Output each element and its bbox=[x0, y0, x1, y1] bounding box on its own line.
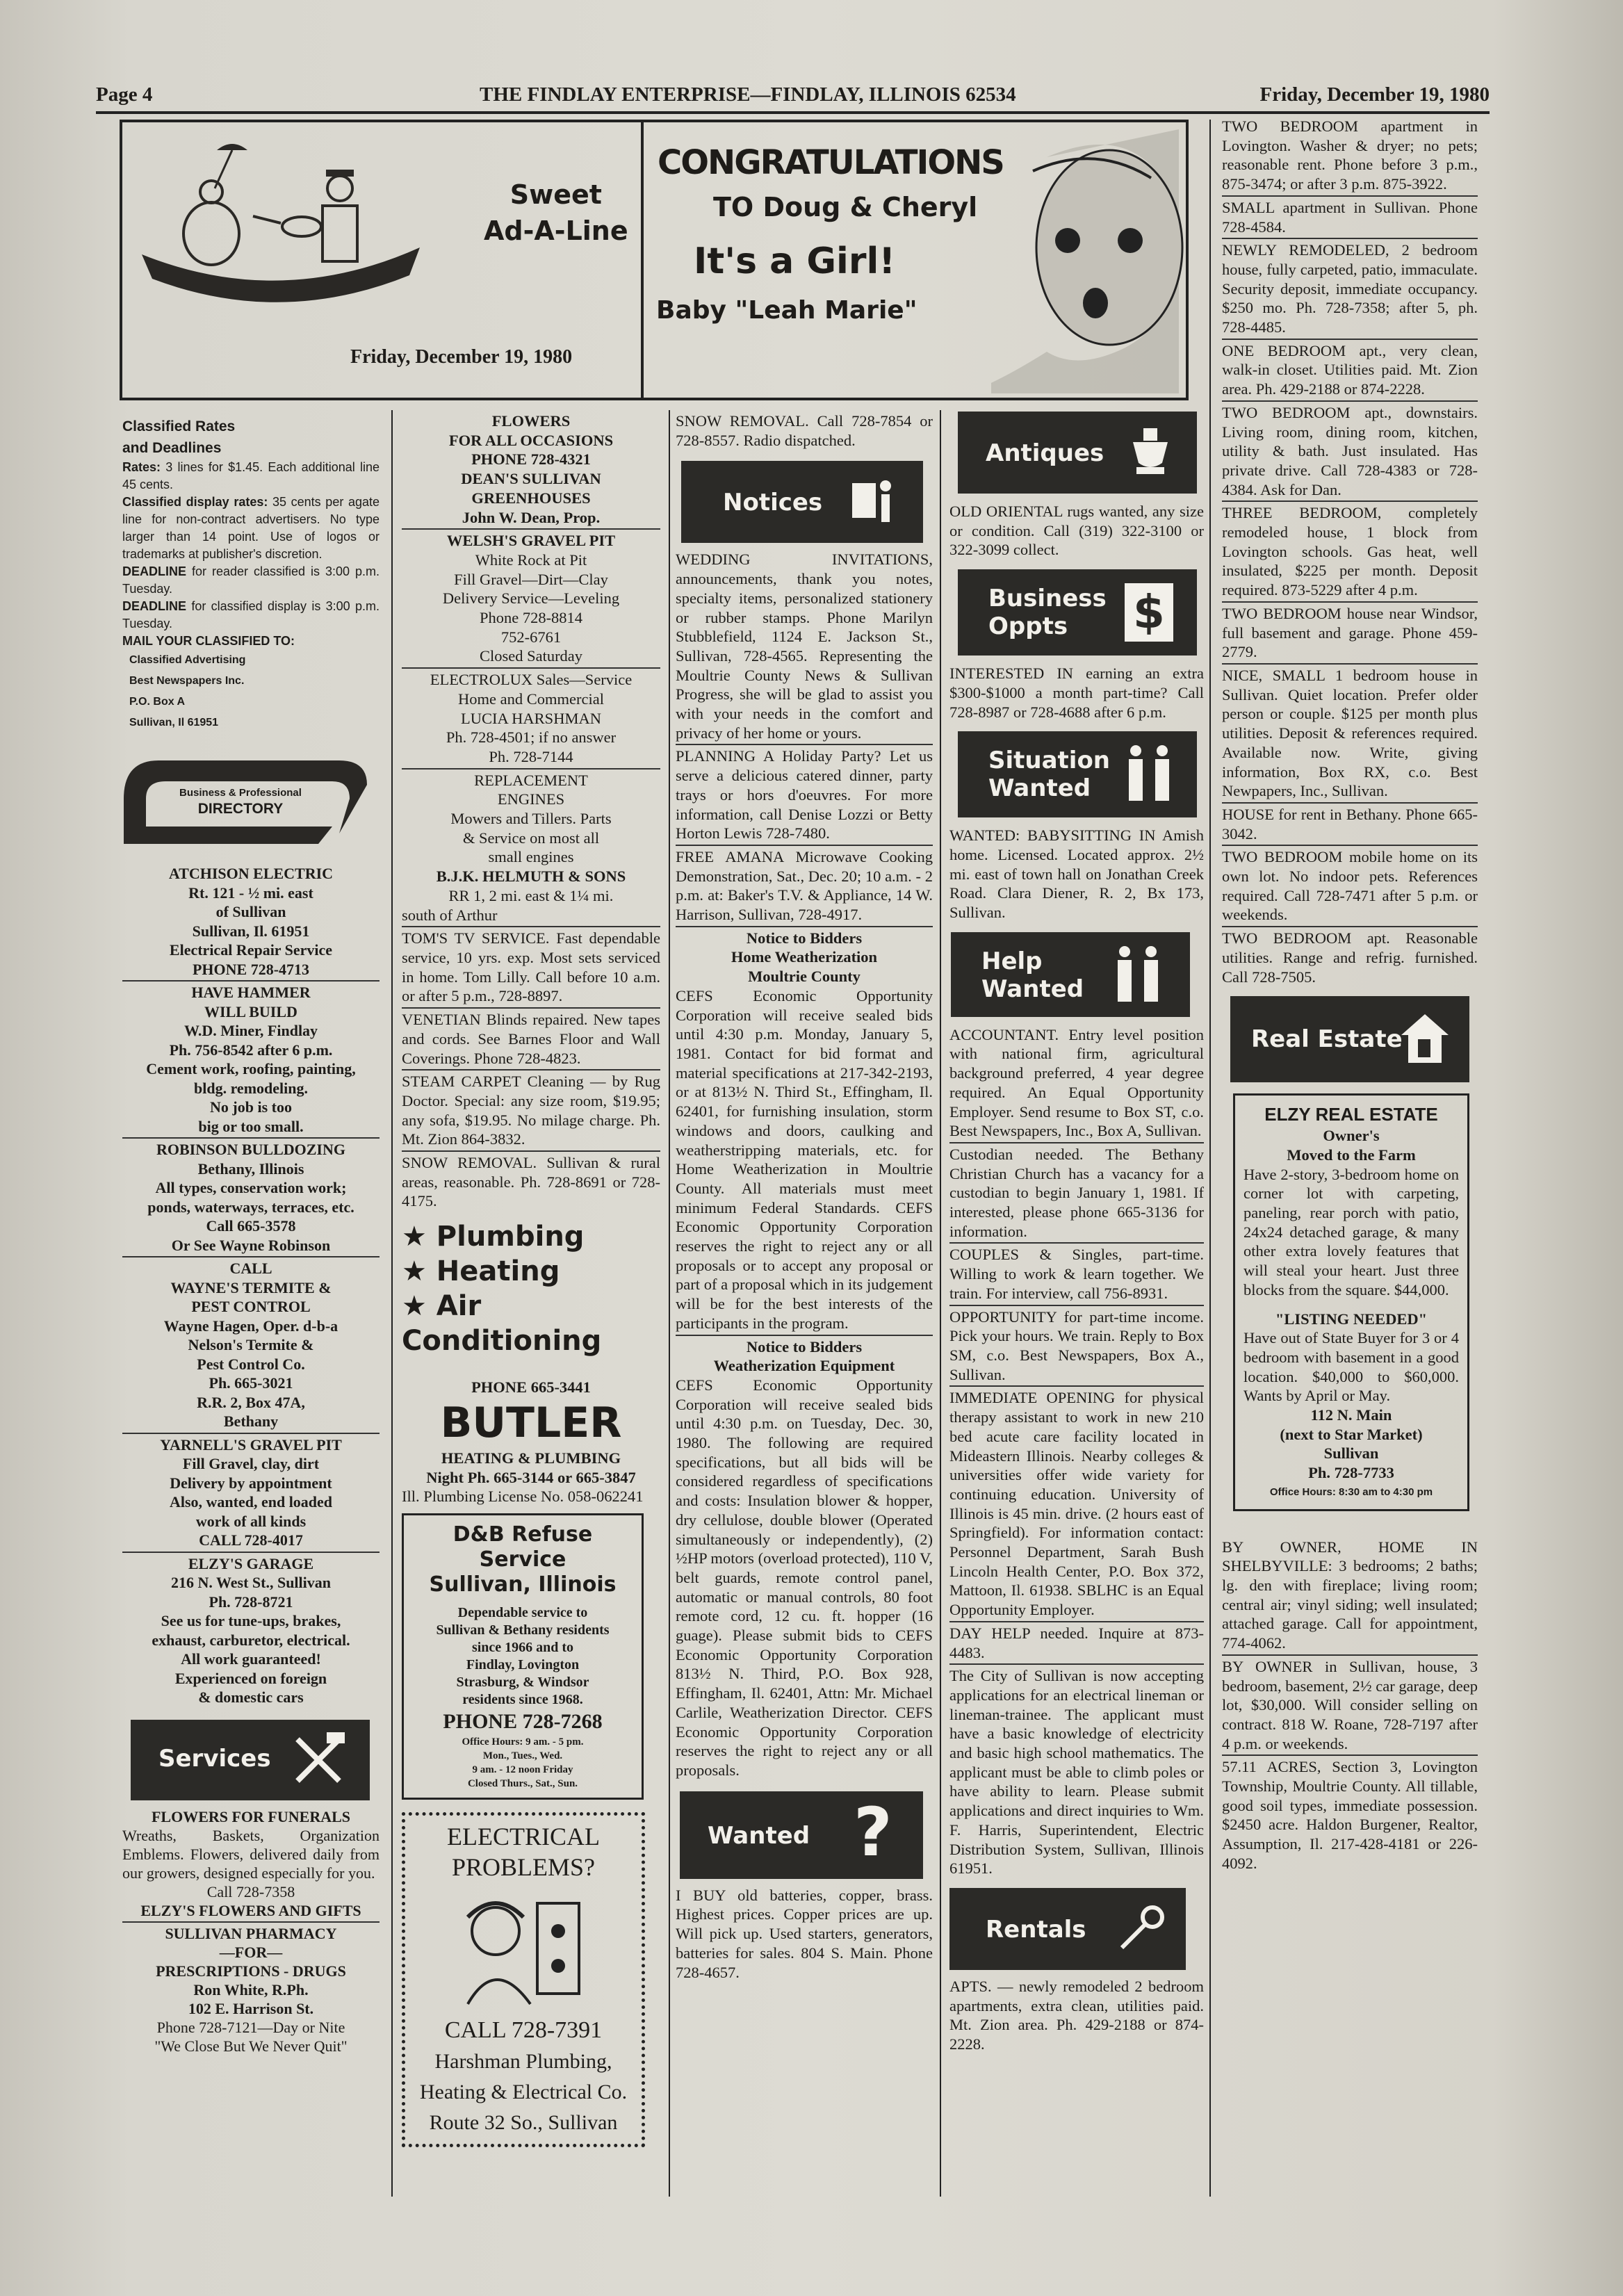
ad-wedding-invitations: WEDDING INVITATIONS, announcements, thank you notes, specialty items, personalized stationery or rubber stamps. Phone Marilyn Stubblefield, 1124 E. Jackson St., Sullivan, 728-4565. Representing the Moultrie County News & Sullivan Progress, she will be glad to assist you with your needs in the comfort and privacy of her home or yours. bbox=[676, 551, 933, 742]
listing-line: 216 N. West St., Sullivan bbox=[170, 1574, 332, 1591]
ad-couples-singles: COUPLES & Singles, part-time. Willing to work & learn together. We train. For interview, call 756-8931. bbox=[949, 1246, 1204, 1302]
bid-notice-1-title: Notice to Bidders Home Weatherization Moultrie County bbox=[731, 929, 878, 986]
ad-venetian-blinds: VENETIAN Blinds repaired. New tapes and cords. See Barnes Floor and Wall Coverings. Phone 728-4823. bbox=[402, 1011, 660, 1067]
column-3 bbox=[676, 412, 933, 1982]
listing-line: CALL 728-4017 bbox=[199, 1531, 303, 1549]
listing-line: WILL BUILD bbox=[204, 1002, 297, 1020]
listing-line: exhaust, carburetor, electrical. bbox=[152, 1631, 350, 1649]
listing-line: Cement work, roofing, painting, bbox=[146, 1060, 356, 1077]
rental-listing: ONE BEDROOM apt., very clean, walk-in closet. Utilities paid. Mt. Zion area. Ph. 429-2188 or 874-2228. bbox=[1222, 341, 1478, 398]
ad-shelbyville-home: BY OWNER, HOME IN SHELBYVILLE: 3 bedrooms; 2 baths; lg. den with fireplace; living room; central air; vinyl siding; well insulated; attached garage. Call for appointment, 774-4062. bbox=[1222, 1538, 1478, 1652]
star-icon: ★ bbox=[402, 1255, 437, 1288]
ad-sullivan-house: BY OWNER in Sullivan, house, 3 bedroom, basement, 2½ car garage, deep lot, $30,000. Will consider selling on contract. 818 W. Roane, 728-7197 after 4 p.m. or weekends. bbox=[1222, 1657, 1478, 1752]
tools-icon bbox=[291, 1732, 346, 1788]
listing-line: Experienced on foreign bbox=[174, 1669, 327, 1687]
listing-line: Or See Wayne Robinson bbox=[171, 1236, 331, 1254]
ad-electrolux: ELECTROLUX Sales—Service Home and Commercial LUCIA HARSHMAN Ph. 728-4501; if no answer Ph. 728-7144 bbox=[430, 671, 633, 765]
column-2 bbox=[402, 412, 660, 2147]
listing-line: Bethany bbox=[223, 1412, 279, 1430]
rental-listing: TWO BEDROOM house near Windsor, full basement and garage. Phone 459-2779. bbox=[1222, 604, 1478, 661]
listing-line: ATCHISON ELECTRIC bbox=[168, 865, 334, 882]
ad-snow-removal-2: SNOW REMOVAL. Call 728-7854 or 728-8557. Radio dispatched. bbox=[676, 412, 933, 449]
page-header bbox=[96, 82, 1490, 111]
ad-lineman: The City of Sullivan is now accepting applications for an electrical lineman or lineman-trainee. The applicant must have a basic knowledge of electricity and basic high school mathematics. The applicant must be able to climb poles or have ability to learn. Please submit applications and direct inquiries to Wm. F. Harris, Superintendent, Electric Distribution System, Sullivan, Illinois 61951. bbox=[949, 1667, 1204, 1878]
house-icon bbox=[1397, 1010, 1453, 1066]
ad-butler: ★ Plumbing ★ Heating ★ Air Conditioning PHONE 665-3441 BUTLER HEATING & PLUMBING Night Ph. 665-3144 or 665-3847 Ill. Plumbing License No. 058-062241 bbox=[402, 1221, 644, 1506]
banner bbox=[120, 120, 1189, 400]
congrats-title: CONGRATULATIONS bbox=[658, 143, 1004, 182]
rental-listing: NEWLY REMODELED, 2 bedroom house, fully carpeted, patio, immaculate. Security deposit, immediate occupancy. $250 mo. Ph. 728-7358; after 5, ph. 728-4485. bbox=[1222, 241, 1478, 336]
bid-notice-1: CEFS Economic Opportunity Corporation will receive sealed bids until 4:30 p.m. Monday, January 5, 1981. Contact for bid format and material specifications at 217-342-2193, or at 813½ N. Third St., Effingham, Il. 62401, for furnishing insulation, storm windows and doors, caulking and weatherstripping materials, etc. for Home Weatherization in Moultrie County. All materials must meet minimum Federal Standards. CEFS Economic Opportunity Corporation reserves the right to reject any or all proposals or to accept any proposal or part of a proposal which in its judgement will be for the best interests of the participants in the program. bbox=[676, 986, 933, 1332]
congrats-to: TO Doug & Cheryl bbox=[713, 192, 978, 222]
listing-line: & domestic cars bbox=[198, 1688, 304, 1706]
column-rule-1 bbox=[391, 410, 393, 2197]
baby-illustration bbox=[991, 129, 1186, 393]
listing-line: CALL bbox=[229, 1260, 272, 1277]
listing-line: Ph. 665-3021 bbox=[209, 1374, 293, 1392]
ad-snow-removal: SNOW REMOVAL. Sullivan & rural areas, reasonable. Ph. 728-8691 or 728-4175. bbox=[402, 1154, 660, 1210]
listing-line: Ph. 728-8721 bbox=[209, 1593, 293, 1611]
ad-deans-greenhouses: FLOWERS FOR ALL OCCASIONS PHONE 728-4321 DEAN'S SULLIVAN GREENHOUSES John W. Dean, Prop. bbox=[448, 412, 614, 526]
ad-day-help: DAY HELP needed. Inquire at 873-4483. bbox=[949, 1624, 1204, 1661]
urn-icon bbox=[1119, 421, 1182, 484]
ad-physical-therapy: IMMEDIATE OPENING for physical therapy assistant to work in new 210 bed acute care facility located in Mideastern Illinois. Nearby colleges & universities offer wide variety for continuing education. University of Illinois is 45 min. drive. (2 hours east of Springfield). For information contact: Personnel Department, Sarah Bush Lincoln Health Center, P.O. Box 372, Mattoon, Il. 61938. SBLHC is an Equal Opportunity Employer. bbox=[949, 1389, 1204, 1619]
star-icon: ★ bbox=[402, 1221, 437, 1253]
listing-line: ELZY'S GARAGE bbox=[188, 1554, 314, 1572]
listing-line: WAYNE'S TERMITE & bbox=[170, 1278, 332, 1296]
services-ads: FLOWERS FOR FUNERALS Wreaths, Baskets, Organization Emblems. Flowers, delivered daily from our growers, designed especially for you. Call 728-7358 ELZY'S FLOWERS AND GIFTS SULLIVAN PHARMACY —FOR— PRESCRIPTIONS - DRUGS Ron White, R.Ph. 102 E. Harrison St. Phone 728-7121—Day or Nite "We Close But We Never Quit" bbox=[122, 1807, 380, 2055]
business-oppts-header: Business Oppts $ bbox=[958, 569, 1197, 656]
listing-line: PHONE 728-4713 bbox=[192, 960, 310, 978]
listing-line: of Sullivan bbox=[215, 903, 286, 920]
rental-listing: HOUSE for rent in Bethany. Phone 665-3042. bbox=[1222, 805, 1478, 842]
ad-db-refuse: D&B Refuse Service Sullivan, Illinois Dependable service to Sullivan & Bethany residents since 1966 and to Findlay, Lovington Strasburg, & Windsor residents since 1968. PHONE 728-7268 Office Hours: 9 am. - 5 pm. Mon., Tues., Wed. 9 am. - 12 noon Friday Closed Thurs., Sat., Sun. bbox=[402, 1513, 644, 1800]
ad-extra-income: INTERESTED IN earning an extra $300-$1000 a month part-time? Call 728-8987 or 728-4688 after 6 p.m. bbox=[949, 665, 1204, 721]
listing-line: PEST CONTROL bbox=[191, 1298, 311, 1315]
its-a-girl: It's a Girl! bbox=[694, 241, 896, 282]
ad-custodian: Custodian needed. The Bethany Christian Church has a vacancy for a custodian to begin January 1, 1981. If interested, please phone 665-3136 for information. bbox=[949, 1145, 1204, 1240]
rental-listing: TWO BEDROOM apartment in Lovington. Washer & dryer; no pets; reasonable rent. Phone before 3 p.m., 875-3474; or after 3 p.m. 875-3922. bbox=[1222, 117, 1478, 193]
services-header: Services bbox=[131, 1720, 370, 1800]
congrats-panel bbox=[644, 122, 1186, 398]
notices-header: Notices bbox=[681, 461, 923, 543]
column-rule-4 bbox=[1209, 120, 1211, 2197]
ad-steam-carpet: STEAM CARPET Cleaning — by Rug Doctor. Special: any size room, $19.95; any sofa, $19.95. No milage charge. Ph. Mt. Zion 864-3832. bbox=[402, 1073, 660, 1148]
rental-listing: SMALL apartment in Sullivan. Phone 728-4584. bbox=[1222, 198, 1478, 236]
listing-line: Wayne Hagen, Oper. d-b-a bbox=[163, 1317, 339, 1335]
sweet-ad-panel bbox=[122, 122, 644, 398]
page-number: Page 4 bbox=[96, 83, 153, 106]
ad-old-batteries: I BUY old batteries, copper, brass. Highest prices. Copper prices are up. Will pick up. Used starters, generators, batteries for sales. 804 S. Main. Phone 728-4657. bbox=[676, 1886, 933, 1981]
listing-line: YARNELL'S GRAVEL PIT bbox=[160, 1435, 342, 1454]
issue-date: Friday, December 19, 1980 bbox=[1259, 83, 1490, 106]
listing-line: Also, wanted, end loaded bbox=[169, 1493, 333, 1511]
people-icon bbox=[1111, 945, 1166, 1007]
real-estate-header: Real Estate bbox=[1230, 996, 1469, 1082]
listing-line: bldg. remodeling. bbox=[193, 1079, 308, 1097]
ad-babysitting: WANTED: BABYSITTING IN Amish home. Licensed. Located approx. 2½ mi. east of town hall on Jonathan Creek Road. Clara Diener, R. 2, Bx 173, Sullivan. bbox=[949, 827, 1204, 922]
ad-replacement-engines: REPLACEMENT ENGINES Mowers and Tillers. Parts & Service on most all small engines B.J.K. HELMUTH & SONS RR 1, 2 mi. east & 1¼ mi. south of Arthur bbox=[402, 771, 626, 924]
listing-line: Rt. 121 - ½ mi. east bbox=[188, 884, 313, 902]
listing-line: Electrical Repair Service bbox=[169, 941, 333, 959]
bid-notice-2-title: Notice to Bidders Weatherization Equipment bbox=[713, 1337, 895, 1375]
directory-listing bbox=[122, 983, 380, 1136]
directory-listing bbox=[122, 1259, 380, 1431]
ad-toms-tv: TOM'S TV SERVICE. Fast dependable service, 10 yrs. exp. Most sets serviced in home. Tom Lilly. Call before 10 a.m. or after 5 p.m., 728-8897. bbox=[402, 929, 660, 1005]
ad-apartments-mt-zion: APTS. — newly remodeled 2 bedroom apartments, extra clean, utilities paid. Mt. Zion area. Ph. 429-2188 or 874-2228. bbox=[949, 1977, 1204, 2053]
rental-listing: TWO BEDROOM mobile home on its own lot. No indoor pets. References required. Call 728-7471 after 5 p.m. or weekends. bbox=[1222, 848, 1478, 924]
situation-wanted-header: Situation Wanted bbox=[958, 731, 1197, 817]
directory-listing bbox=[122, 1554, 380, 1707]
listing-line: Call 665-3578 bbox=[206, 1217, 296, 1235]
dollar-icon: $ bbox=[1125, 583, 1173, 642]
listing-line: Fill Gravel, clay, dirt bbox=[182, 1455, 320, 1472]
ad-accountant: ACCOUNTANT. Entry level position with national firm, agricultural background preferred, 4 year degree required. An Equal Opportunity Employer. Send resume to Box ST, c.o. Best Newspapers, Inc., Box A, Sullivan. bbox=[949, 1025, 1204, 1140]
wanted-header: Wanted ? bbox=[680, 1791, 923, 1879]
banner-date: Friday, December 19, 1980 bbox=[350, 346, 573, 368]
directory-listing bbox=[122, 1435, 380, 1550]
question-mark-icon: ? bbox=[854, 1793, 892, 1871]
listing-line: See us for tune-ups, brakes, bbox=[161, 1612, 341, 1629]
ad-electrical-problems: ELECTRICAL PROBLEMS? CALL 728-7391 Harshman Plumbing, Heating & Electrical Co. Route 32 So., Sullivan bbox=[402, 1812, 645, 2147]
canoe-illustration bbox=[135, 136, 427, 317]
help-wanted-header: Help Wanted bbox=[951, 932, 1190, 1017]
listing-line: Pest Control Co. bbox=[197, 1355, 305, 1373]
sweet-title: Sweet Ad-A-Line bbox=[484, 179, 628, 246]
listing-line: Sullivan, Il. 61951 bbox=[192, 922, 310, 940]
antiques-header: Antiques bbox=[958, 412, 1197, 494]
key-icon bbox=[1114, 1902, 1169, 1957]
star-icon: ★ bbox=[402, 1290, 437, 1323]
directory-title: Business & Professional DIRECTORY bbox=[179, 787, 302, 817]
header-rule bbox=[96, 111, 1490, 114]
listing-line: ROBINSON BULLDOZING bbox=[156, 1141, 345, 1158]
electrician-illustration bbox=[454, 1889, 593, 2008]
listing-line: big or too small. bbox=[198, 1117, 304, 1135]
ad-welshs-gravel: WELSH'S GRAVEL PIT White Rock at Pit Fill Gravel—Dirt—Clay Delivery Service—Leveling Phone 728-8814 752-6761 Closed Saturday bbox=[442, 532, 620, 665]
masthead: THE FINDLAY ENTERPRISE—FINDLAY, ILLINOIS 62534 bbox=[480, 83, 1016, 106]
listing-line: R.R. 2, Box 47A, bbox=[197, 1393, 305, 1411]
rentals-header: Rentals bbox=[949, 1888, 1186, 1970]
listing-line: Bethany, Illinois bbox=[197, 1159, 304, 1178]
directory-listing bbox=[122, 864, 380, 979]
listing-line: Ph. 756-8542 after 6 p.m. bbox=[169, 1041, 333, 1059]
listing-line: HAVE HAMMER bbox=[191, 984, 311, 1001]
ad-amana-demo: FREE AMANA Microwave Cooking Demonstration, Sat., Dec. 20; 10 a.m. - 2 p.m. at: Baker's T.V. & Appliance, 14 W. Harrison, Sullivan, 728-4917. bbox=[676, 847, 933, 924]
ad-57-acres: 57.11 ACRES, Section 3, Lovington Township, Moultrie County. All tillable, good soil types, immediate possession. $2450 acre. Haldon Burgener, Realtor, Assumption, Il. 217-428-4181 or 226-4092. bbox=[1222, 1758, 1478, 1872]
column-rule-2 bbox=[669, 410, 670, 2197]
rental-listing: TWO BEDROOM apt. Reasonable utilities. Range and refrig. furnished. Call 728-7505. bbox=[1222, 929, 1478, 986]
classified-rates-box: Classified Rates and Deadlines Rates: 3 lines for $1.45. Each additional line 45 cents. Classified display rates: 35 cents per agate line for non-contract advertisers. No type larger than 14 point. Use of logos or trademarks at publisher's discretion. DEADLINE for reader classified is 3:00 p.m. Tuesday. DEADLINE for classified display is 3:00 p.m. Tuesday. MAIL YOUR CLASSIFIED TO: Classified Advertising Best Newspapers Inc. P.O. Box A Sullivan, Il 61951 bbox=[122, 418, 380, 728]
listing-line: W.D. Miner, Findlay bbox=[183, 1022, 318, 1039]
listing-line: All work guaranteed! bbox=[181, 1650, 321, 1668]
listing-line: No job is too bbox=[210, 1098, 292, 1116]
column-rule-3 bbox=[940, 410, 941, 2197]
column-1 bbox=[122, 416, 380, 2055]
rental-listings bbox=[1222, 117, 1478, 986]
listing-line: work of all kinds bbox=[195, 1512, 307, 1530]
ad-holiday-party: PLANNING A Holiday Party? Let us serve a delicious catered dinner, party trays or hors d'oeuvres. For more information, call Denise Lozzi or Betty Horton Lewis 728-7480. bbox=[676, 747, 933, 842]
ad-part-time-income: OPPORTUNITY for part-time income. Pick your hours. We train. Reply to Box SM, c.o. Best Newspapers, Box A., Sullivan. bbox=[949, 1308, 1204, 1383]
listing-line: All types, conservation work; bbox=[155, 1179, 347, 1196]
listing-line: Nelson's Termite & bbox=[188, 1336, 314, 1353]
rental-listing: NICE, SMALL 1 bedroom house in Sullivan. Quiet location. Prefer older person or couple. $125 per month plus utilities. Deposit & references required. Available now. Write, giving information, Box RX, c.o. Best Newpapers, Inc., Sullivan. bbox=[1222, 666, 1478, 800]
directory-listings bbox=[122, 864, 380, 1707]
directory-logo bbox=[122, 750, 380, 853]
listing-line: ponds, waterways, terraces, etc. bbox=[147, 1198, 354, 1216]
bid-notice-2: CEFS Economic Opportunity Corporation will receive sealed bids until 4:30 p.m. on Tuesday, Dec. 30, 1980. The following are required specifications, but all bids will be considered regardless of specifications and costs: Insulation blower & hopper, dry cellulose, double blower (Operated simultaneously or independently), (2) ½HP motors (overload protected), 110 V, belt guards, remote control panel, automatic or manual controls, 80 foot remote cord, 12 cu. ft. hopper (16 guage). Please submit bids to CEFS Economic Opportunity Corporation 813½ N. Third, P.O. Box 928, Effingham, Il. 62401, Attn: Mr. Michael Carlile, Weatherization Director. CEFS Economic Opportunity Corporation reserves the right to reject any or all proposals. bbox=[676, 1376, 933, 1779]
notice-icon bbox=[848, 476, 897, 532]
rental-listing: THREE BEDROOM, completely remodeled house, 1 block from Lovington schools. Gas heat, well insulated, $225 per month. Deposit required. 873-5229 after 4 p.m. bbox=[1222, 504, 1478, 599]
rental-listing: TWO BEDROOM apt., downstairs. Living room, dining room, kitchen, utility & bath. Just insulated. Has private drive. Call 728-4383 or 728-4384. Ask for Dan. bbox=[1222, 403, 1478, 498]
column-4 bbox=[949, 412, 1204, 2054]
ad-oriental-rugs: OLD ORIENTAL rugs wanted, any size or condition. Call (319) 322-3100 or 322-3099 collect. bbox=[949, 503, 1204, 559]
baby-name: Baby "Leah Marie" bbox=[656, 296, 917, 325]
column-5 bbox=[1222, 117, 1478, 1873]
listing-line: Delivery by appointment bbox=[170, 1474, 332, 1492]
ad-elzy-real-estate: ELZY REAL ESTATE Owner's Moved to the Farm Have 2-story, 3-bedroom home on corner lot with carpeting, paneling, rear porch with patio, 24x24 detached garage, & many other extra lovely features that will steal your heart. Just three blocks from the square. $44,000. "LISTING NEEDED" Have out of State Buyer for 3 or 4 bedroom with basement in a good location. $40,000 to $60,000. Wants by April or May. 112 N. Main (next to Star Market) Sullivan Ph. 728-7733 Office Hours: 8:30 am to 4:30 pm bbox=[1233, 1093, 1469, 1511]
directory-listing bbox=[122, 1140, 380, 1255]
people-icon bbox=[1122, 744, 1177, 806]
